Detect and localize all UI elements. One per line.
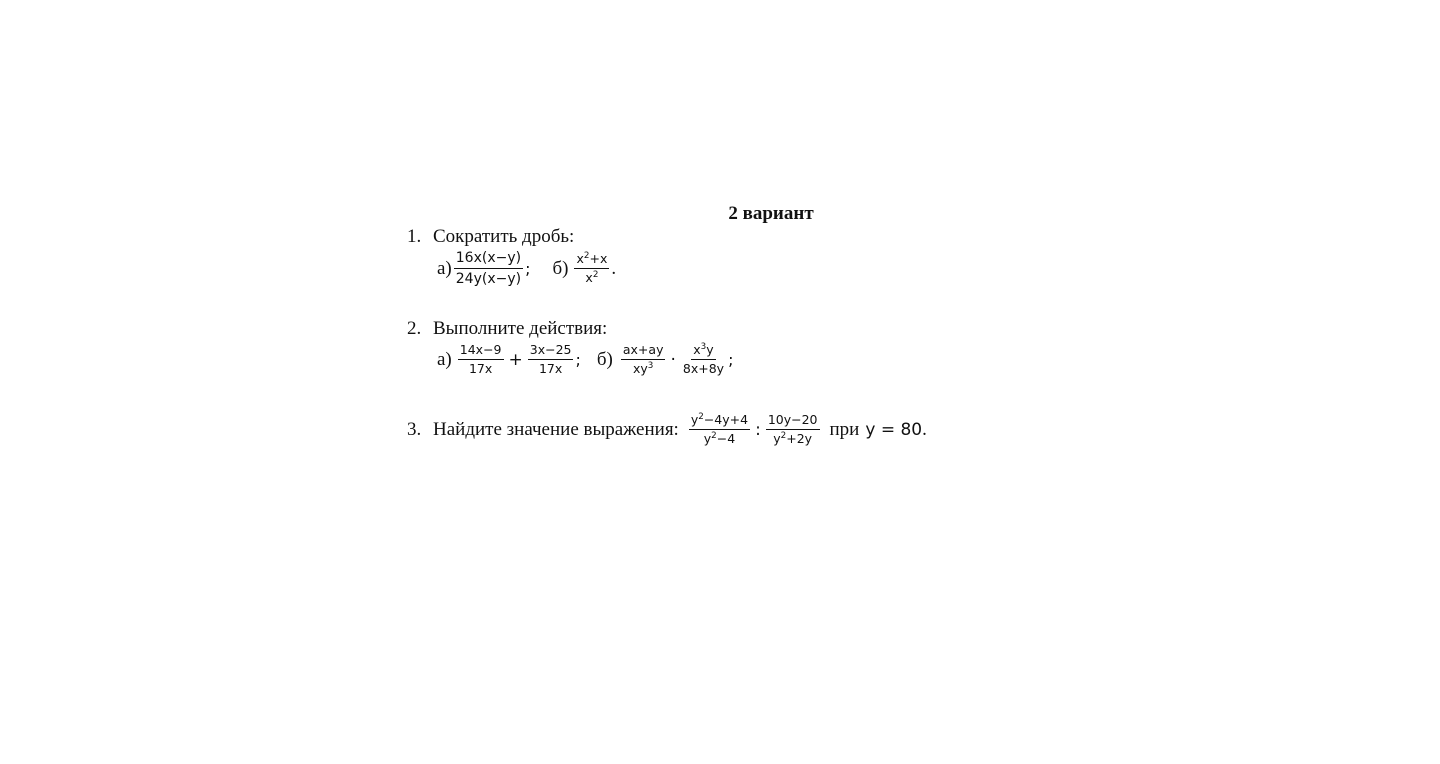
task-2a1-numerator: 14x−9 (458, 343, 504, 360)
division-colon: : (755, 419, 761, 440)
task-3-fraction-2 (766, 413, 820, 447)
task-2a-fraction-2 (528, 343, 574, 377)
task-2b1-denominator: $xy^3$ (632, 361, 654, 377)
task-1-text: Сократить дробь: (433, 226, 575, 247)
task-2-text: Выполните действия: (433, 318, 608, 339)
task-3-number: 3. (407, 418, 422, 440)
task-1-number: 1. (407, 226, 422, 247)
task-3f2-denominator: $y^2+2y$ (773, 431, 813, 447)
task-2b2-numerator: $x^3y$ (691, 343, 715, 360)
task-1b-numerator: $x^2+x$ (574, 252, 609, 269)
task-2b-fraction-1 (621, 343, 666, 377)
task-2a2-denominator: 17x (538, 361, 563, 377)
task-3-tail-text: при (829, 418, 860, 440)
task-1a-denominator: 24y(x−y) (455, 271, 522, 288)
task-1a-separator: ; (525, 259, 531, 279)
task-1a-label: а) (437, 257, 452, 279)
task-3f1-numerator: $y^2-4y+4$ (689, 413, 750, 430)
task-3-tail-math: y = 80 (865, 419, 923, 440)
task-3-end: . (922, 418, 927, 440)
task-3f1-denominator: $y^2-4$ (703, 431, 736, 447)
task-2a2-numerator: 3x−25 (528, 343, 574, 360)
task-1a-fraction (454, 250, 523, 287)
task-3f2-numerator: 10y−20 (766, 413, 820, 430)
task-3-fraction-1 (689, 413, 750, 447)
multiply-dot: · (670, 349, 676, 370)
task-2a1-denominator: 17x (468, 361, 493, 377)
task-2b2-denominator: 8x+8y (682, 361, 725, 377)
plus-sign: + (508, 349, 523, 370)
task-2-number: 2. (407, 318, 422, 339)
task-2a-fraction-1 (458, 343, 504, 377)
variant-title: 2 вариант (728, 203, 814, 224)
task-1b-fraction (574, 252, 609, 286)
task-3-line (407, 413, 927, 447)
task-2b-label: б) (596, 348, 613, 370)
task-1b-denominator: $x^2$ (585, 269, 599, 286)
task-2-heading (407, 318, 607, 340)
task-2a-label: а) (437, 348, 452, 370)
task-1b-end: . (611, 257, 617, 279)
task-1-heading (407, 226, 574, 248)
task-2b-separator: ; (728, 350, 734, 370)
task-2b1-numerator: ax+ay (621, 343, 666, 360)
task-1-expressions (437, 250, 616, 287)
task-1a-numerator: 16x(x−y) (454, 250, 523, 269)
task-2-expressions (437, 343, 733, 377)
task-2a-separator: ; (575, 350, 581, 370)
task-2b-fraction-2 (681, 343, 726, 377)
task-3-text: Найдите значение выражения: (433, 418, 679, 440)
task-1b-label: б) (552, 257, 569, 279)
